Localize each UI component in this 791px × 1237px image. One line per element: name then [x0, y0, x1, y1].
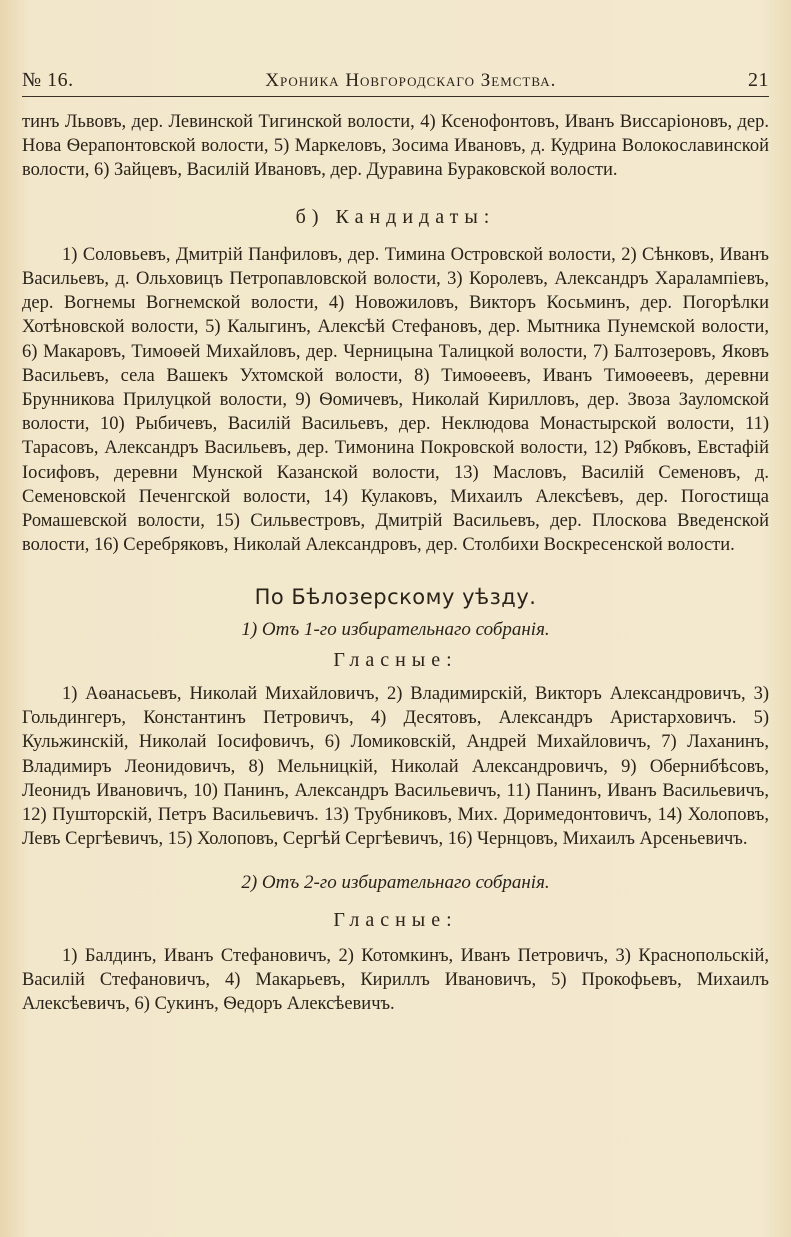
- glasnye-2-heading: Гласные:: [333, 908, 458, 931]
- assembly-2-heading: 2) Отъ 2-го избирательнаго собранія.: [241, 872, 550, 894]
- page-header: [22, 66, 769, 92]
- glasnye-1-paragraph: 1) Аѳанасьевъ, Николай Михайловичъ, 2) Владимирскій, Викторъ Александровичъ, 3) Гольдингеръ, Константинъ Петровичъ, 4) Десятовъ, Александръ Аристарховичъ. 5) Кульжинскій, Николай Іосифовичъ, 6) Ломиковскій, Андрей Михайловичъ, 7) Лаханинъ, Владимиръ Леонидовичъ, 8) Мельницкій, Николай Александровичъ, 9) Обернибѣсовъ, Леонидъ Ивановичъ, 10) Панинъ, Александръ Васильевичъ, 11) Панинъ, Иванъ Васильевичъ, 12) Пушторскій, Петръ Васильевичъ. 13) Трубниковъ, Мих. Доримедонтовичъ, 14) Холоповъ, Левъ Сергѣевичъ, 15) Холоповъ, Сергѣй Сергѣевичъ, 16) Чернцовъ, Михаилъ Арсеньевичъ.: [22, 684, 769, 850]
- glasnye-1-heading: Гласные:: [333, 648, 458, 671]
- candidates-paragraph: 1) Соловьевъ, Дмитрій Панфиловъ, дер. Тимина Островской волости, 2) Сѣнковъ, Иванъ Васильевъ, д. Ольховицъ Петропавловской волости, 3) Королевъ, Александръ Харалампіевъ, дер. Вогнемы Вогнемской волости, 4) Новожиловъ, Викторъ Косьминъ, дер. Погорѣлки Хотѣновской волости, 5) Калыгинъ, Алексѣй Стефановъ, дер. Мытника Пунемской волости, 6) Макаровъ, Тимоѳей Михайловъ, дер. Черницына Талицкой волости, 7) Балтозеровъ, Яковъ Васильевъ, села Вашекъ Ухтомской волости, 8) Тимоѳеевъ, Иванъ Тимоѳеевъ, деревни Брунникова Прилуцкой волости, 9) Ѳомичевъ, Николай Кирилловъ, дер. Звоза Зауломской волости, 10) Рыбичевъ, Василій Васильевъ, дер. Неклюдова Монастырской волости, 11) Тарасовъ, Александръ Васильевъ, дер. Тимонина Покровской волости, 12) Рябковъ, Евстафій Іосифовъ, деревни Мунской Казанской волости, 13) Масловъ, Василій Семеновъ, д. Семеновской Печенгской волости, 14) Кулаковъ, Михаилъ Алексѣевъ, дер. Погостища Ромашевской волости, 15) Сильвестровъ, Дмитрій Васильевъ, дер. Плоскова Введенской волости, 16) Серебряковъ, Николай Александровъ, дер. Столбихи Воскресенской волости.: [22, 244, 769, 556]
- page-number: 21: [748, 69, 769, 91]
- continuation-paragraph: тинъ Львовъ, дер. Левинской Тигинской волости, 4) Ксенофонтовъ, Иванъ Виссаріоновъ, дер. Нова Ѳерапонтовской волости, 5) Маркеловъ, Зосима Ивановъ, д. Кудрина Волокославинской волости, 6) Зайцевъ, Василій Ивановъ, дер. Дуравина Бураковской волости.: [22, 112, 769, 181]
- district-heading: По Бѣлозерскому уѣзду.: [254, 585, 537, 610]
- assembly-1-heading: 1) Отъ 1-го избирательнаго собранія.: [241, 618, 550, 640]
- candidates-heading: б) Кандидаты:: [295, 205, 496, 228]
- page-body: [22, 110, 769, 1017]
- header-rule: [22, 96, 769, 97]
- glasnye-2-paragraph: 1) Балдинъ, Иванъ Стефановичъ, 2) Котомкинъ, Иванъ Петровичъ, 3) Краснопольскій, Василій Стефановичъ, 4) Макарьевъ, Кириллъ Ивановичъ, 5) Прокофьевъ, Михаилъ Алексѣевичъ, 6) Сукинъ, Ѳедоръ Алексѣевичъ.: [22, 945, 769, 1015]
- running-title: Хроника Новгородскаго Земства.: [265, 70, 557, 91]
- issue-number: № 16.: [22, 69, 74, 91]
